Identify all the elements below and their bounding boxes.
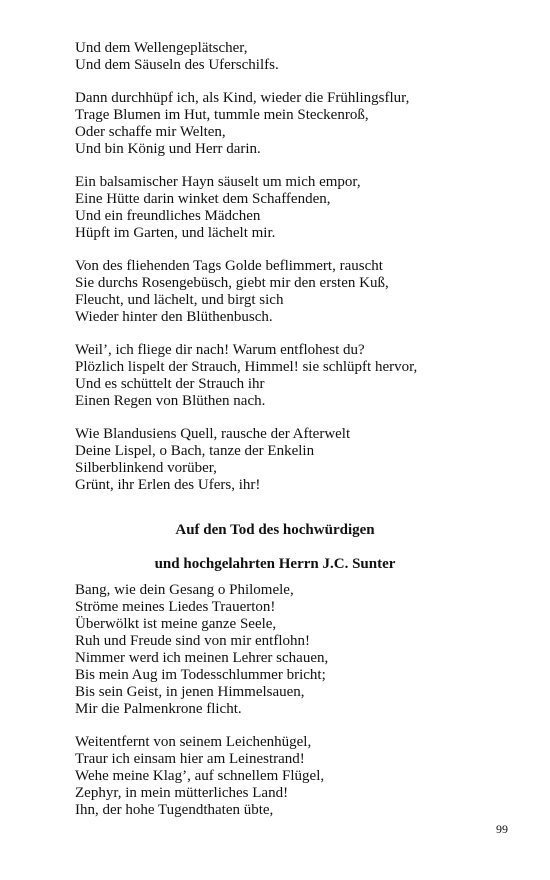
poem-line: Und dem Säuseln des Uferschilfs. xyxy=(75,57,279,73)
stanza xyxy=(75,582,515,718)
poem-line: Und ein freundliches Mädchen xyxy=(75,208,261,224)
poem-line: Ihn, der hohe Tugendthaten übte, xyxy=(75,802,274,818)
poem-line: Deine Lispel, o Bach, tanze der Enkelin xyxy=(75,443,315,459)
poem-line: Dann durchhüpf ich, als Kind, wieder die Frühlingsflur, xyxy=(75,90,410,106)
poem-line: Plözlich lispelt der Strauch, Himmel! sie schlüpft hervor, xyxy=(75,359,418,375)
poem-line: Grünt, ihr Erlen des Ufers, ihr! xyxy=(75,477,261,493)
stanza xyxy=(75,174,515,242)
poem-line: Eine Hütte darin winket dem Schaffenden, xyxy=(75,191,331,207)
poem-line: Hüpft im Garten, und lächelt mir. xyxy=(75,225,276,241)
poem-line: Ströme meines Liedes Trauerton! xyxy=(75,599,276,615)
poem-line: Und dem Wellengeplätscher, xyxy=(75,40,248,56)
poem-line: Ruh und Freude sind von mir entflohn! xyxy=(75,633,310,649)
poem-title-line-2: und hochgelahrten Herrn J.C. Sunter xyxy=(154,556,396,572)
poem-line: Trage Blumen im Hut, tummle mein Steckenroß, xyxy=(75,107,369,123)
poem-line: Wie Blandusiens Quell, rausche der Afterwelt xyxy=(75,426,351,442)
poem-line: Silberblinkend vorüber, xyxy=(75,460,217,476)
poem-line: Und es schüttelt der Strauch ihr xyxy=(75,376,265,392)
poem-title-line-1: Auf den Tod des hochwürdigen xyxy=(175,522,375,538)
poem-line: Wehe meine Klag’, auf schnellem Flügel, xyxy=(75,768,325,784)
poem-line: Bis sein Geist, in jenen Himmelsauen, xyxy=(75,684,305,700)
page-number: 99 xyxy=(496,822,508,836)
stanza xyxy=(75,342,515,410)
poem-line: Fleucht, und lächelt, und birgt sich xyxy=(75,292,284,308)
stanza xyxy=(75,426,515,494)
stanza xyxy=(75,734,515,819)
poem-line: Einen Regen von Blüthen nach. xyxy=(75,393,266,409)
poem-line: Ein balsamischer Hayn säuselt um mich empor, xyxy=(75,174,361,190)
poem-line: Oder schaffe mir Welten, xyxy=(75,124,226,140)
stanza xyxy=(75,90,515,158)
poem-line: Weil’, ich fliege dir nach! Warum entflohest du? xyxy=(75,342,365,358)
poem-line: Von des fliehenden Tags Golde beflimmert, rauscht xyxy=(75,258,383,274)
poem-line: Überwölkt ist meine ganze Seele, xyxy=(75,616,277,632)
poem-line: Mir die Palmenkrone flicht. xyxy=(75,701,242,717)
stanza xyxy=(75,40,515,74)
poem-line: Bang, wie dein Gesang o Philomele, xyxy=(75,582,294,598)
poem-line: Traur ich einsam hier am Leinestrand! xyxy=(75,751,305,767)
stanza xyxy=(75,258,515,326)
poem-line: Nimmer werd ich meinen Lehrer schauen, xyxy=(75,650,329,666)
poem-line: Wieder hinter den Blüthenbusch. xyxy=(75,309,273,325)
poem-line: Zephyr, in mein mütterliches Land! xyxy=(75,785,289,801)
poem-line: Bis mein Aug im Todesschlummer bricht; xyxy=(75,667,326,683)
poem-line: Und bin König und Herr darin. xyxy=(75,141,261,157)
page-content xyxy=(75,40,515,819)
poem-line: Weitentfernt von seinem Leichenhügel, xyxy=(75,734,312,750)
poem-line: Sie durchs Rosengebüsch, giebt mir den ersten Kuß, xyxy=(75,275,389,291)
